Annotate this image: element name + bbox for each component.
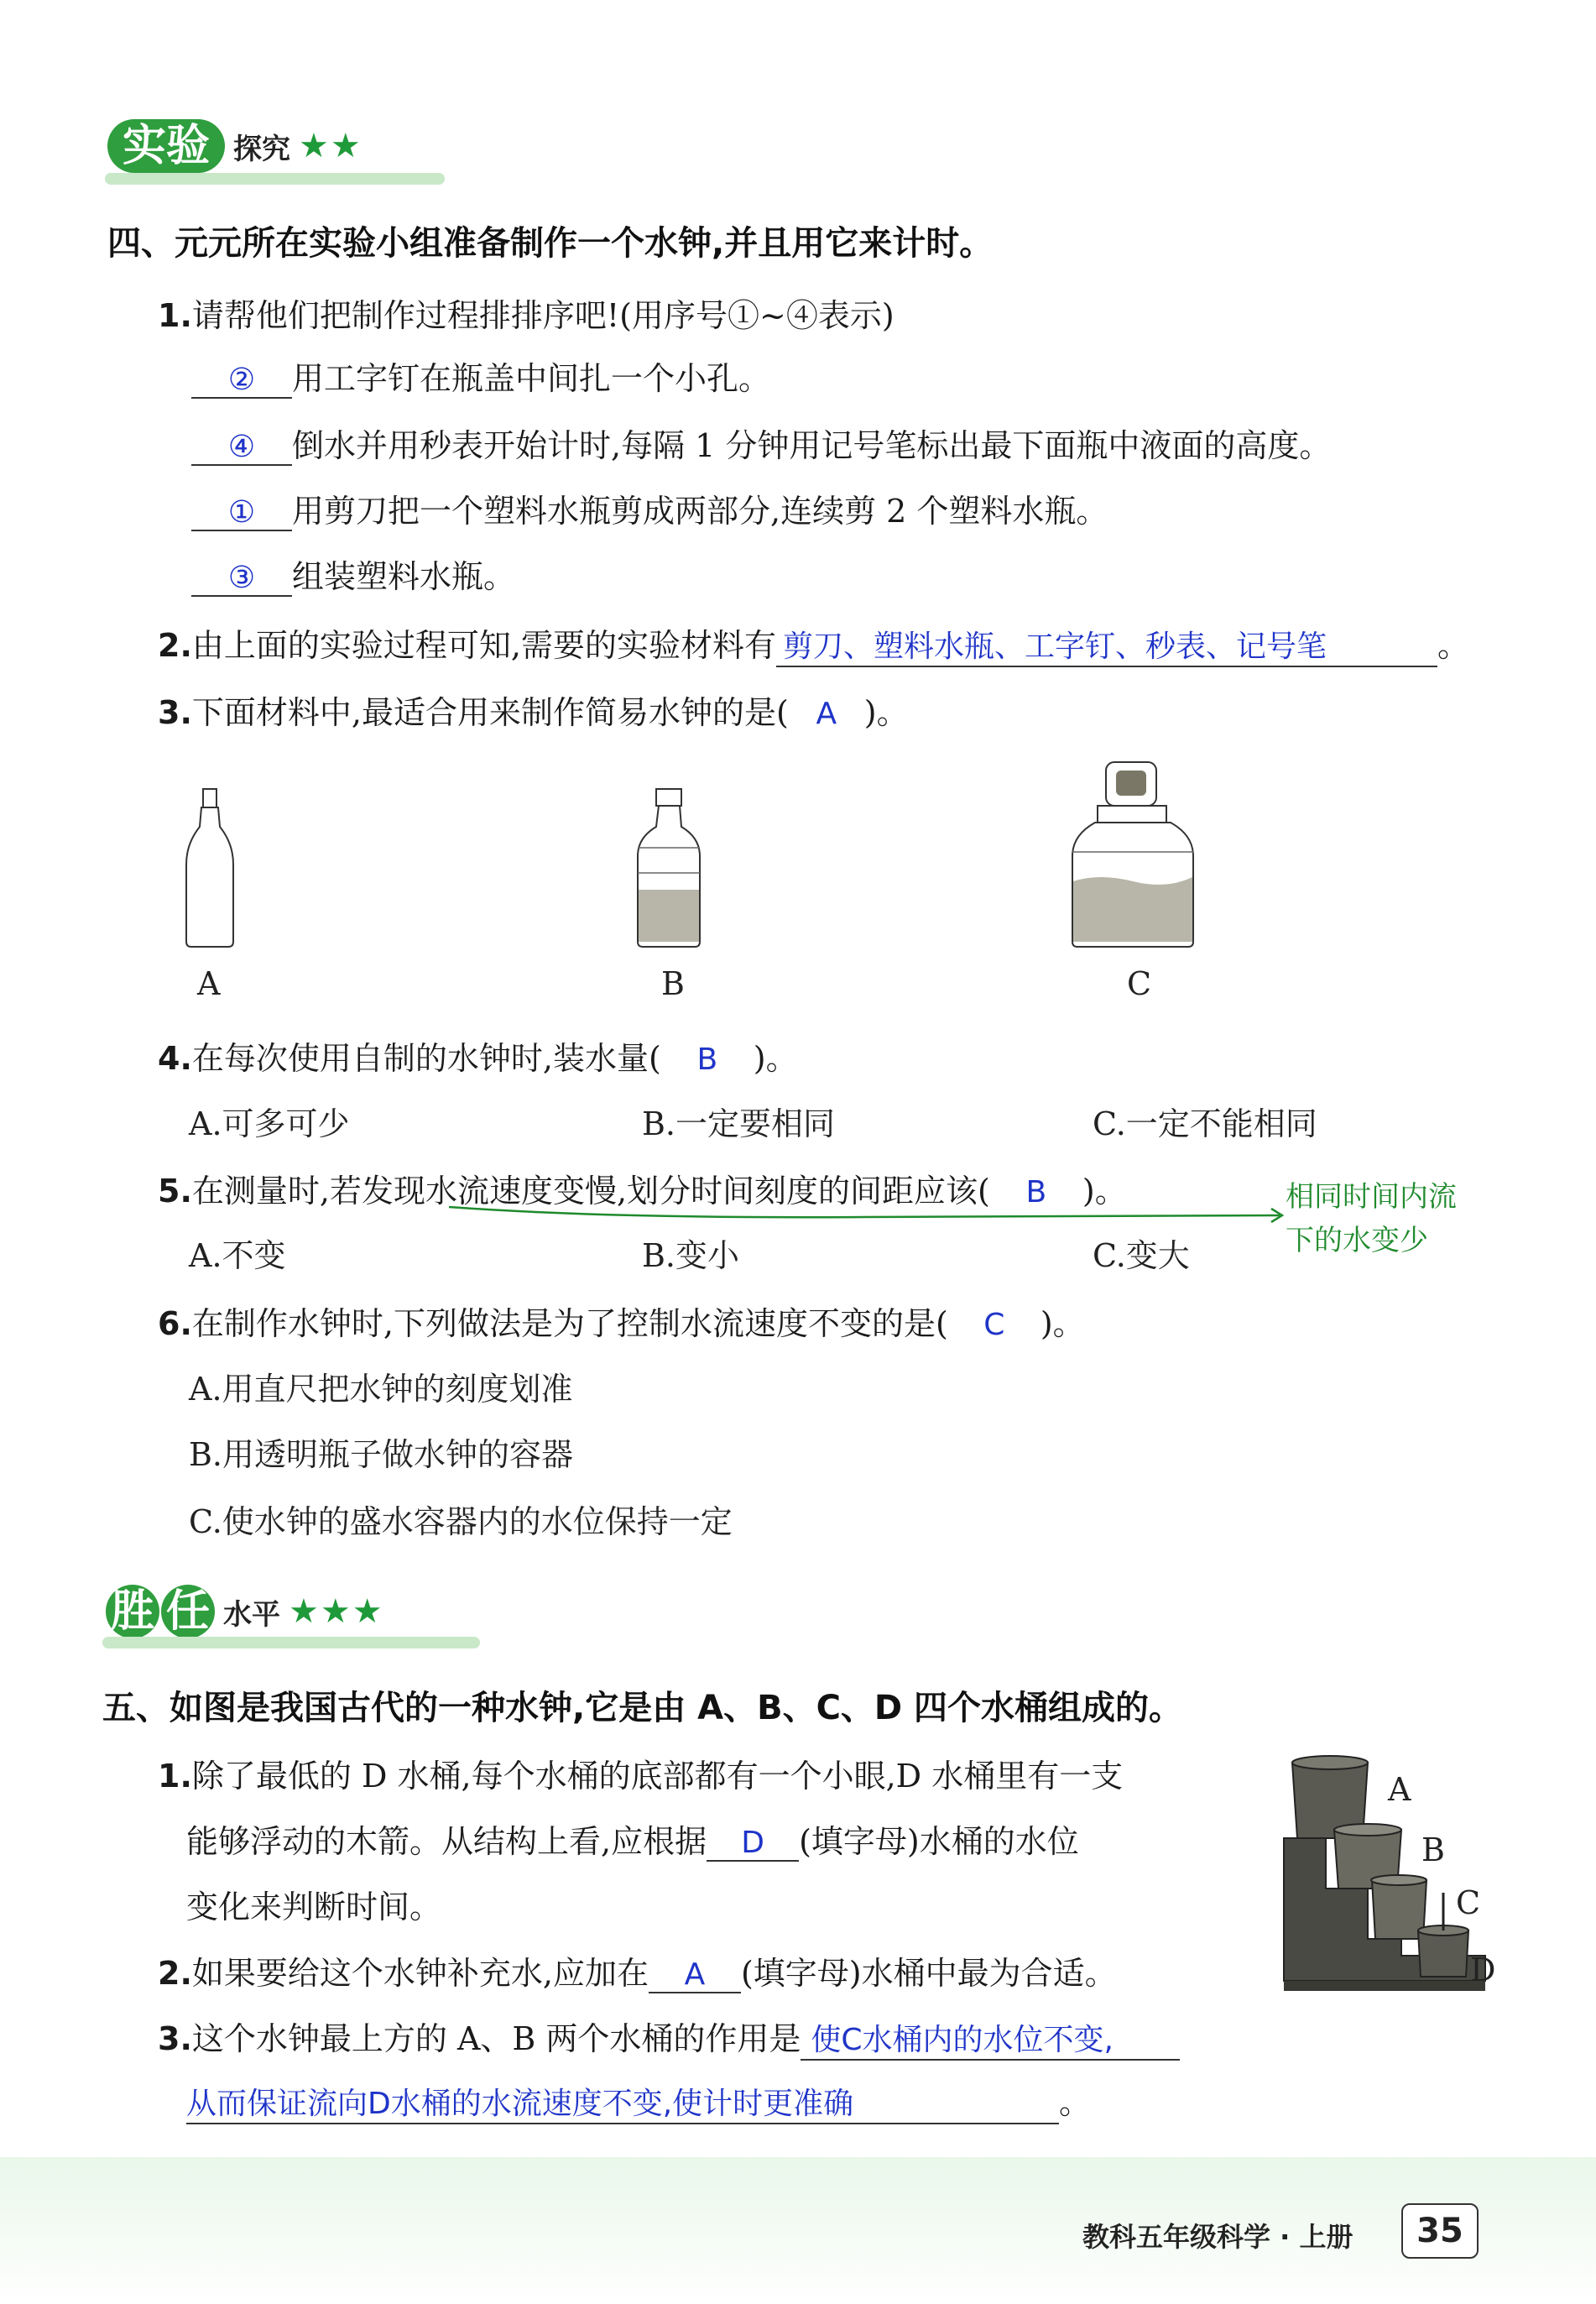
step-text-3: 用剪刀把一个塑料水瓶剪成两部分,连续剪 2 个塑料水瓶。	[292, 493, 1108, 530]
q4-part2-end: 。	[1437, 627, 1469, 664]
q4-part6-number: 6.	[158, 1305, 192, 1342]
q5-part2-answer[interactable]: A	[649, 1957, 741, 1993]
bottle-c-illustration	[1072, 762, 1193, 947]
water-clock-label-b: B	[1421, 1831, 1445, 1868]
q5-part1-text1: 除了最低的 D 水桶,每个水桶的底部都有一个小眼,D 水桶里有一支	[191, 1758, 1124, 1795]
q5-part1-line1	[158, 1750, 1123, 1796]
step-answer-2[interactable]: ④	[191, 430, 292, 466]
q4-part5-note-line1: 相同时间内流	[1286, 1180, 1457, 1214]
q4-step-3	[191, 485, 1108, 531]
badge-stars: ★★	[299, 127, 362, 165]
badge2-underline	[102, 1637, 480, 1648]
q5-part3-line2	[186, 2077, 1091, 2124]
footer-band	[0, 2157, 1596, 2304]
bottle-label-b: B	[661, 965, 685, 1002]
q4-part1	[158, 290, 894, 336]
q4-part6-option-b[interactable]: B.用透明瓶子做水钟的容器	[189, 1436, 574, 1473]
q4-part2-answer[interactable]: 剪刀、塑料水瓶、工字钉、秒表、记号笔	[776, 623, 1437, 667]
q4-part3-end: )。	[863, 694, 909, 731]
q4-part1-number: 1.	[158, 297, 192, 334]
q4-step-2	[191, 420, 1331, 466]
q4-part3-text: 下面材料中,最适合用来制作简易水钟的是(	[191, 694, 789, 731]
badge2-small-text: 水平	[223, 1597, 280, 1632]
q4-part3-number: 3.	[158, 694, 192, 731]
bottle-label-c: C	[1127, 965, 1152, 1002]
footer-book-title: 教科五年级科学 · 上册	[1082, 2221, 1353, 2253]
water-clock-label-d: D	[1470, 1951, 1496, 1988]
q4-part4-answer[interactable]: B	[696, 1042, 718, 1077]
section-badge-competence	[106, 1585, 384, 1638]
step-text-4: 组装塑料水瓶。	[292, 558, 516, 595]
q4-part6-end: )。	[1040, 1305, 1085, 1342]
q4-part4-option-b[interactable]: B.一定要相同	[642, 1105, 836, 1142]
q4-part5-text: 在测量时,若发现水流速度变慢,划分时间刻度的间距应该(	[191, 1173, 990, 1209]
question-5-title: 五、如图是我国古代的一种水钟,它是由 A、B、C、D 四个水桶组成的。	[102, 1689, 1183, 1727]
q5-part2	[158, 1947, 1117, 1993]
q4-part5-option-a[interactable]: A.不变	[189, 1237, 286, 1274]
q5-part2-number: 2.	[158, 1955, 192, 1992]
q4-part5-note-line2: 下的水变少	[1286, 1224, 1428, 1257]
q4-part3-answer[interactable]: A	[816, 697, 837, 731]
q4-step-1	[191, 353, 770, 399]
badge2-big-text-1: 胜	[106, 1585, 159, 1638]
step-answer-4[interactable]: ③	[191, 561, 292, 597]
q4-part2	[158, 619, 1469, 667]
q5-part3-text: 这个水钟最上方的 A、B 两个水桶的作用是	[191, 2020, 801, 2057]
bottle-label-a: A	[197, 965, 221, 1002]
step-text-2: 倒水并用秒表开始计时,每隔 1 分钟用记号笔标出最下面瓶中液面的高度。	[292, 427, 1332, 464]
question-4-title: 四、元元所在实验小组准备制作一个水钟,并且用它来计时。	[107, 224, 994, 263]
badge-big-text: 实验	[107, 119, 225, 173]
q4-part4-number: 4.	[158, 1040, 192, 1077]
q4-part4	[158, 1032, 798, 1079]
q5-part3-end: 。	[1059, 2084, 1092, 2121]
q5-part2-text-b: (填字母)水桶中最为合适。	[740, 1955, 1117, 1992]
q5-part1-text2b: (填字母)水桶的水位	[799, 1823, 1079, 1860]
section-badge-experiment	[107, 119, 362, 173]
badge2-stars: ★★★	[289, 1592, 384, 1631]
page-number: 35	[1401, 2203, 1479, 2259]
q4-part6-answer[interactable]: C	[983, 1308, 1005, 1342]
bottles-figure	[168, 755, 1217, 1024]
q4-part4-end: )。	[753, 1040, 798, 1077]
q4-part4-option-c[interactable]: C.一定不能相同	[1093, 1105, 1317, 1142]
q4-part5-option-b[interactable]: B.变小	[642, 1237, 740, 1274]
q5-part1-answer[interactable]: D	[707, 1826, 799, 1862]
q4-part5-option-c[interactable]: C.变大	[1093, 1237, 1190, 1274]
q4-part6-text: 在制作水钟时,下列做法是为了控制水流速度不变的是(	[191, 1305, 948, 1342]
q4-part6	[158, 1298, 1085, 1344]
q5-part3-number: 3.	[158, 2020, 192, 2057]
q4-part5-answer[interactable]: B	[1025, 1175, 1047, 1209]
q5-part1-line2	[186, 1816, 1079, 1862]
step-answer-3[interactable]: ①	[191, 495, 292, 531]
step-answer-1[interactable]: ②	[191, 363, 292, 399]
q4-part5-end: )。	[1082, 1173, 1127, 1209]
water-clock-figure	[1275, 1746, 1494, 1998]
water-clock-label-a: A	[1388, 1771, 1411, 1808]
q4-part6-option-c[interactable]: C.使水钟的盛水容器内的水位保持一定	[189, 1503, 733, 1540]
q5-part3-answer-line1[interactable]: 使C水桶内的水位不变,	[801, 2016, 1180, 2061]
q4-part3	[158, 687, 909, 733]
q5-part1-number: 1.	[158, 1758, 192, 1795]
bottle-a-illustration	[186, 789, 233, 947]
step-text-1: 用工字钉在瓶盖中间扎一个小孔。	[292, 360, 771, 397]
q4-part5-note	[1286, 1175, 1457, 1262]
q5-part1-line3: 变化来判断时间。	[186, 1889, 442, 1925]
q5-part2-text-a: 如果要给这个水钟补充水,应加在	[191, 1955, 649, 1992]
q4-part4-text: 在每次使用自制的水钟时,装水量(	[191, 1040, 661, 1077]
badge-small-text: 探究	[233, 132, 290, 166]
q4-part2-number: 2.	[158, 627, 192, 664]
q4-part6-option-a[interactable]: A.用直尺把水钟的刻度划准	[189, 1371, 573, 1408]
q4-step-4	[191, 551, 515, 597]
bottle-b-illustration	[638, 789, 700, 947]
q4-part4-option-a[interactable]: A.可多可少	[189, 1105, 350, 1142]
q4-part2-text: 由上面的实验过程可知,需要的实验材料有	[191, 627, 776, 664]
q4-part5-number: 5.	[158, 1173, 192, 1209]
q4-part1-text: 请帮他们把制作过程排排序吧!(用序号①~④表示)	[191, 297, 894, 334]
water-clock-label-c: C	[1456, 1884, 1481, 1921]
q5-part3-answer-line2[interactable]: 从而保证流向D水桶的水流速度不变,使计时更准确	[186, 2080, 1059, 2124]
q5-part1-text2a: 能够浮动的木箭。从结构上看,应根据	[186, 1823, 707, 1860]
q5-part3	[158, 2013, 1180, 2061]
badge2-big-text-2: 任	[161, 1585, 215, 1638]
badge-underline	[105, 173, 445, 185]
